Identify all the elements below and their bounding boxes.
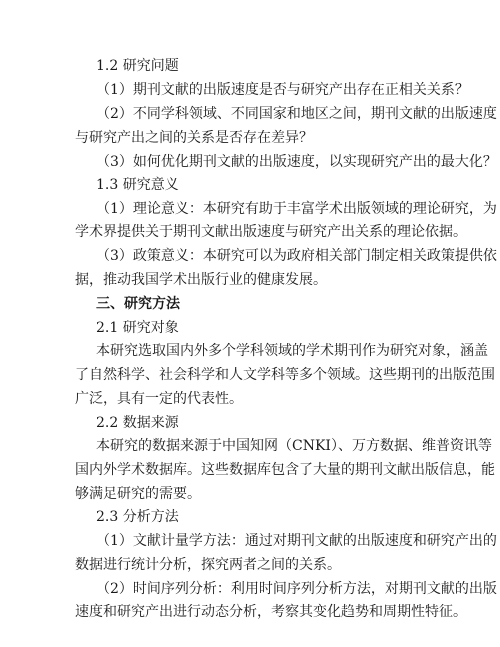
significance-1-line-1: （1）理论意义：本研究有助于丰富学术出版领域的理论研究，为 xyxy=(96,201,497,217)
research-object-line-2: 了自然科学、社会科学和人文学科等多个领域。这些期刊的出版范围 xyxy=(75,367,495,383)
research-object-line-3: 广泛，具有一定的代表性。 xyxy=(75,391,243,407)
section-heading-1-2: 1.2 研究问题 xyxy=(96,58,179,74)
chapter-heading-research-methods: 三、研究方法 xyxy=(96,296,180,312)
significance-1-line-2: 学术界提供关于期刊文献出版速度与研究产出关系的理论依据。 xyxy=(75,224,467,240)
method-1-line-1: （1）文献计量学方法：通过对期刊文献的出版速度和研究产出的 xyxy=(96,533,497,549)
method-2-line-1: （2）时间序列分析：利用时间序列分析方法，对期刊文献的出版 xyxy=(96,581,497,597)
section-heading-1-3: 1.3 研究意义 xyxy=(96,177,179,193)
section-heading-2-2: 2.2 数据来源 xyxy=(96,415,179,431)
question-1: （1）期刊文献的出版速度是否与研究产出存在正相关关系？ xyxy=(96,82,469,98)
research-object-line-1: 本研究选取国内外多个学科领域的学术期刊作为研究对象，涵盖 xyxy=(96,343,488,359)
question-2-line-1: （2）不同学科领域、不同国家和地区之间，期刊文献的出版速度 xyxy=(96,106,497,122)
significance-3-line-1: （3）政策意义：本研究可以为政府相关部门制定相关政策提供依 xyxy=(96,248,497,264)
method-1-line-2: 数据进行统计分析，探究两者之间的关系。 xyxy=(75,557,341,573)
section-heading-2-3: 2.3 分析方法 xyxy=(96,509,179,525)
data-source-line-2: 国内外学术数据库。这些数据库包含了大量的期刊文献出版信息，能 xyxy=(75,462,495,478)
method-2-line-2: 速度和研究产出进行动态分析，考察其变化趋势和周期性特征。 xyxy=(75,604,467,620)
data-source-line-1: 本研究的数据来源于中国知网（CNKI）、万方数据、维普资讯等 xyxy=(96,438,492,454)
question-2-line-2: 与研究产出之间的关系是否存在差异？ xyxy=(75,130,313,146)
section-heading-2-1: 2.1 研究对象 xyxy=(96,320,179,336)
data-source-line-3: 够满足研究的需要。 xyxy=(75,486,201,502)
question-3: （3）如何优化期刊文献的出版速度，以实现研究产出的最大化？ xyxy=(96,154,497,170)
significance-3-line-2: 据，推动我国学术出版行业的健康发展。 xyxy=(75,272,327,288)
